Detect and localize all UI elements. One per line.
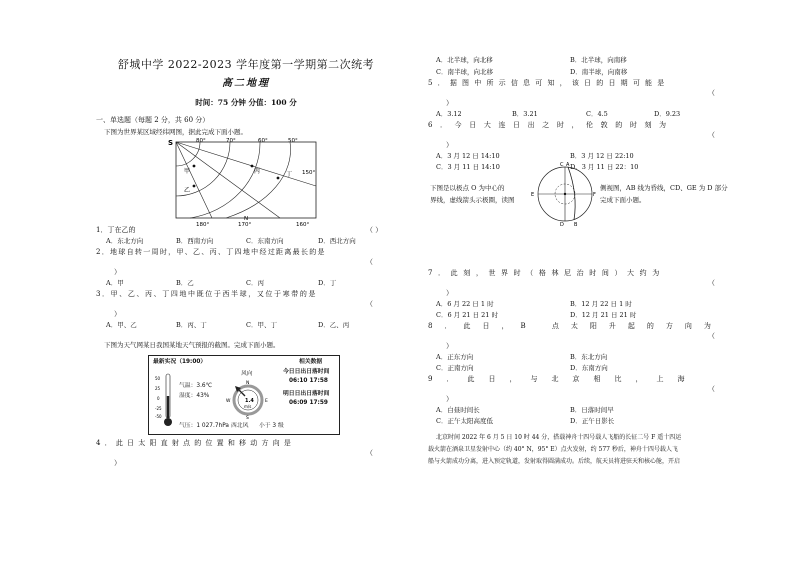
q3-option: D．乙、丙 xyxy=(318,321,350,329)
svg-text:A: A xyxy=(566,162,570,168)
svg-text:E: E xyxy=(531,192,535,198)
q6-paren: （ xyxy=(708,131,715,139)
lon-label: 170° xyxy=(238,222,252,228)
q4-option: D．南半球，向南移 xyxy=(570,68,628,76)
point-yi xyxy=(193,185,196,188)
q1-paren: （ ） xyxy=(366,226,383,234)
q4-paren: （ xyxy=(366,449,373,457)
wind-level: 小于 3 级 xyxy=(259,423,284,429)
q6-option: D．3 月 11 日 22：10 xyxy=(570,163,639,171)
lon-label: 160° xyxy=(296,222,310,228)
q9-stem: 9．此日，与北京相比，上海 xyxy=(428,375,699,383)
lon-label-right: 150° xyxy=(302,170,316,176)
tomorrow-times: 06:09 17:59 xyxy=(289,400,328,406)
meridian-line xyxy=(176,142,316,186)
q7-option: D．12 月 21 日 21 时 xyxy=(570,311,637,319)
lat-label: 60° xyxy=(258,138,268,144)
svg-text:-50: -50 xyxy=(155,414,162,419)
passage-line: 载火箭在酒泉卫星发射中心（约 40° N，95° E）点火发射，约 577 秒后，神舟十四号载人飞 xyxy=(428,446,678,453)
time-info: 时间：75 分钟 分值：100 分 xyxy=(195,98,297,107)
passage-line: 船与火箭成功分离，进入预定轨道，发射取得圆满成功。后续，航天员将进驻天和核心舱，开启 xyxy=(428,458,681,465)
wind-direction: 西北风 xyxy=(231,423,249,429)
point-label: 丙 xyxy=(254,168,261,175)
weather-widget xyxy=(148,355,340,435)
lat-label: 50° xyxy=(288,138,298,144)
q4-option: C．南半球，向北移 xyxy=(436,68,493,76)
svg-text:0: 0 xyxy=(157,396,160,401)
circle-intro-left2: 界线，虚线箭头示极圈，读图 xyxy=(430,196,515,204)
q3-option: C．甲、丁 xyxy=(246,321,277,329)
svg-text:1.4: 1.4 xyxy=(245,398,254,404)
q5-option: C．4.5 xyxy=(586,110,608,118)
q4-close: ） xyxy=(114,459,121,467)
weather-humidity: 湿度：43% xyxy=(179,393,210,399)
subject-title: 高二地理 xyxy=(222,78,270,89)
section-heading: 一、单选题（每题 2 分，共 60 分） xyxy=(96,116,210,124)
q9-option: C．正午太阳高度低 xyxy=(436,417,493,425)
north-label: N xyxy=(244,216,249,222)
q9-paren: （ xyxy=(708,385,715,393)
q9-option: B．日落时间早 xyxy=(570,406,614,414)
q2-option: C．丙 xyxy=(246,279,264,287)
q4-option: A．北半球，向北移 xyxy=(436,56,493,64)
circle-intro-left: 下图是以极点 O 为中心的 xyxy=(430,184,505,192)
weather-intro: 下图为天气网某日我国某地天气预报的截图。完成下面小题。 xyxy=(104,341,280,349)
q5-paren: （ xyxy=(708,89,715,97)
point-label: 乙 xyxy=(184,187,191,194)
q9-option: A．白昼时间长 xyxy=(436,406,480,414)
point-label: 甲 xyxy=(184,168,191,175)
svg-text:C: C xyxy=(560,162,564,168)
exam-title: 舒城中学 2022-2023 学年度第一学期第二次统考 xyxy=(117,58,375,71)
svg-text:E: E xyxy=(265,399,268,404)
wind-title: 风向 xyxy=(241,371,253,377)
q7-close: ） xyxy=(446,289,453,297)
q5-close: ） xyxy=(446,99,453,107)
weather-pressure: 气压：1 027.7hPa xyxy=(179,423,229,429)
passage-line: 北京时间 2022 年 6 月 5 日 10 时 44 分，搭载神舟十四号载人飞船的长征二号 F 遥十四运 xyxy=(436,434,682,441)
polar-diagram xyxy=(530,158,600,228)
wind-compass-icon xyxy=(225,378,271,420)
dusk-line-ab xyxy=(568,167,575,220)
q8-paren: （ xyxy=(708,332,715,340)
q1-option: B．西南方向 xyxy=(176,237,214,245)
q1-stem: 1．丁在乙的 xyxy=(96,226,136,234)
point-bing xyxy=(251,165,254,168)
q2-paren: （ xyxy=(366,258,373,266)
svg-text:D: D xyxy=(560,222,564,228)
weather-temp: 气温：3.6℃ xyxy=(179,383,213,389)
circle-intro-right2: 完成下面小题。 xyxy=(600,196,646,204)
q3-paren: （ xyxy=(366,300,373,308)
q5-stem: 5．据图中所示信息可知，该日的日期可能是 xyxy=(428,79,670,87)
svg-text:25: 25 xyxy=(155,386,161,391)
q7-option: B．12 月 22 日 1 时 xyxy=(570,300,632,308)
section-intro: 下图为世界某区域经纬网图，据此完成下面小题。 xyxy=(104,128,247,136)
today-title: 今日日出日落时间 xyxy=(283,369,330,375)
q2-close: ） xyxy=(114,268,121,276)
q5-option: B．3.21 xyxy=(512,110,538,118)
q6-close: ） xyxy=(446,141,453,149)
today-times: 06:10 17:58 xyxy=(289,378,328,384)
q6-option: C．3 月 11 日 14:10 xyxy=(436,163,500,171)
pole-label: S xyxy=(168,139,174,147)
q7-option: C．6 月 21 日 21 时 xyxy=(436,311,498,319)
q6-option: B．3 月 12 日 22:10 xyxy=(570,152,634,160)
q7-paren: （ xyxy=(708,279,715,287)
q1-option: C．东南方向 xyxy=(246,237,284,245)
q8-close: ） xyxy=(446,342,453,350)
q9-option: D．正午日影长 xyxy=(570,417,615,425)
point-jia xyxy=(193,165,196,168)
point-ding xyxy=(277,177,280,180)
q3-close: ） xyxy=(114,310,121,318)
related-title: 相关数据 xyxy=(299,359,323,365)
q8-option: D．东南方向 xyxy=(570,364,608,372)
q9-close: ） xyxy=(446,395,453,403)
svg-text:m/s: m/s xyxy=(244,404,252,409)
q8-option: C．正南方向 xyxy=(436,364,474,372)
svg-text:F: F xyxy=(593,192,596,198)
q4-stem: 4．此日太阳直射点的位置和移动方向是 xyxy=(96,439,296,447)
meridian-line xyxy=(176,142,212,218)
q8-option: A．正东方向 xyxy=(436,353,474,361)
q8-stem: 8．此日，B 点太阳升起的方向为 xyxy=(428,322,723,330)
latitude-arc xyxy=(190,142,260,218)
q2-option: D．丁 xyxy=(318,279,337,287)
svg-text:S: S xyxy=(246,416,249,420)
q2-option: A．甲 xyxy=(106,279,124,287)
q6-stem: 6．今日大连日出之时，伦敦的时刻为 xyxy=(428,121,674,129)
q2-option: B．乙 xyxy=(176,279,194,287)
q3-stem: 3．甲、乙、丙、丁四地中既位于西半球，又位于寒带的是 xyxy=(96,290,318,298)
meridian-line xyxy=(176,142,280,218)
q2-stem: 2．地球自转一周时，甲、乙、丙、丁四地中经过距离最长的是 xyxy=(96,248,326,256)
weather-latest: 最新实况（19:00） xyxy=(153,359,207,365)
pole-point xyxy=(564,193,566,195)
q7-stem: 7．此刻，世界时（格林尼治时间）大约为 xyxy=(428,269,665,277)
q5-option: A．3.12 xyxy=(436,110,462,118)
q1-option: A．东北方向 xyxy=(106,237,144,245)
latitude-arc xyxy=(226,142,291,218)
thermometer-icon xyxy=(155,370,181,430)
q6-option: A．3 月 12 日 14:10 xyxy=(436,152,500,160)
point-label: 丁 xyxy=(286,171,293,178)
q1-option: D．西北方向 xyxy=(318,237,356,245)
q8-option: B．东北方向 xyxy=(570,353,608,361)
q3-option: A．甲、乙 xyxy=(106,321,137,329)
svg-text:W: W xyxy=(226,399,231,404)
lon-label: 180° xyxy=(196,222,210,228)
lat-label: 70° xyxy=(226,138,236,144)
graticule-map xyxy=(160,136,328,228)
svg-text:B: B xyxy=(574,222,578,228)
q7-option: A．6 月 22 日 1 时 xyxy=(436,300,494,308)
tomorrow-title: 明日日出日落时间 xyxy=(283,391,330,397)
q4-option: B．北半球，向南移 xyxy=(570,56,627,64)
circle-intro-right: 侧视图，AB 线为昏线，CD、GE 为 D 部分 xyxy=(600,184,728,192)
q3-option: B．丙、丁 xyxy=(176,321,207,329)
svg-text:-25: -25 xyxy=(155,406,162,411)
svg-text:50: 50 xyxy=(155,376,161,381)
q5-option: D．9.23 xyxy=(654,110,681,118)
lat-label: 80° xyxy=(196,138,206,144)
svg-text:N: N xyxy=(246,381,250,386)
